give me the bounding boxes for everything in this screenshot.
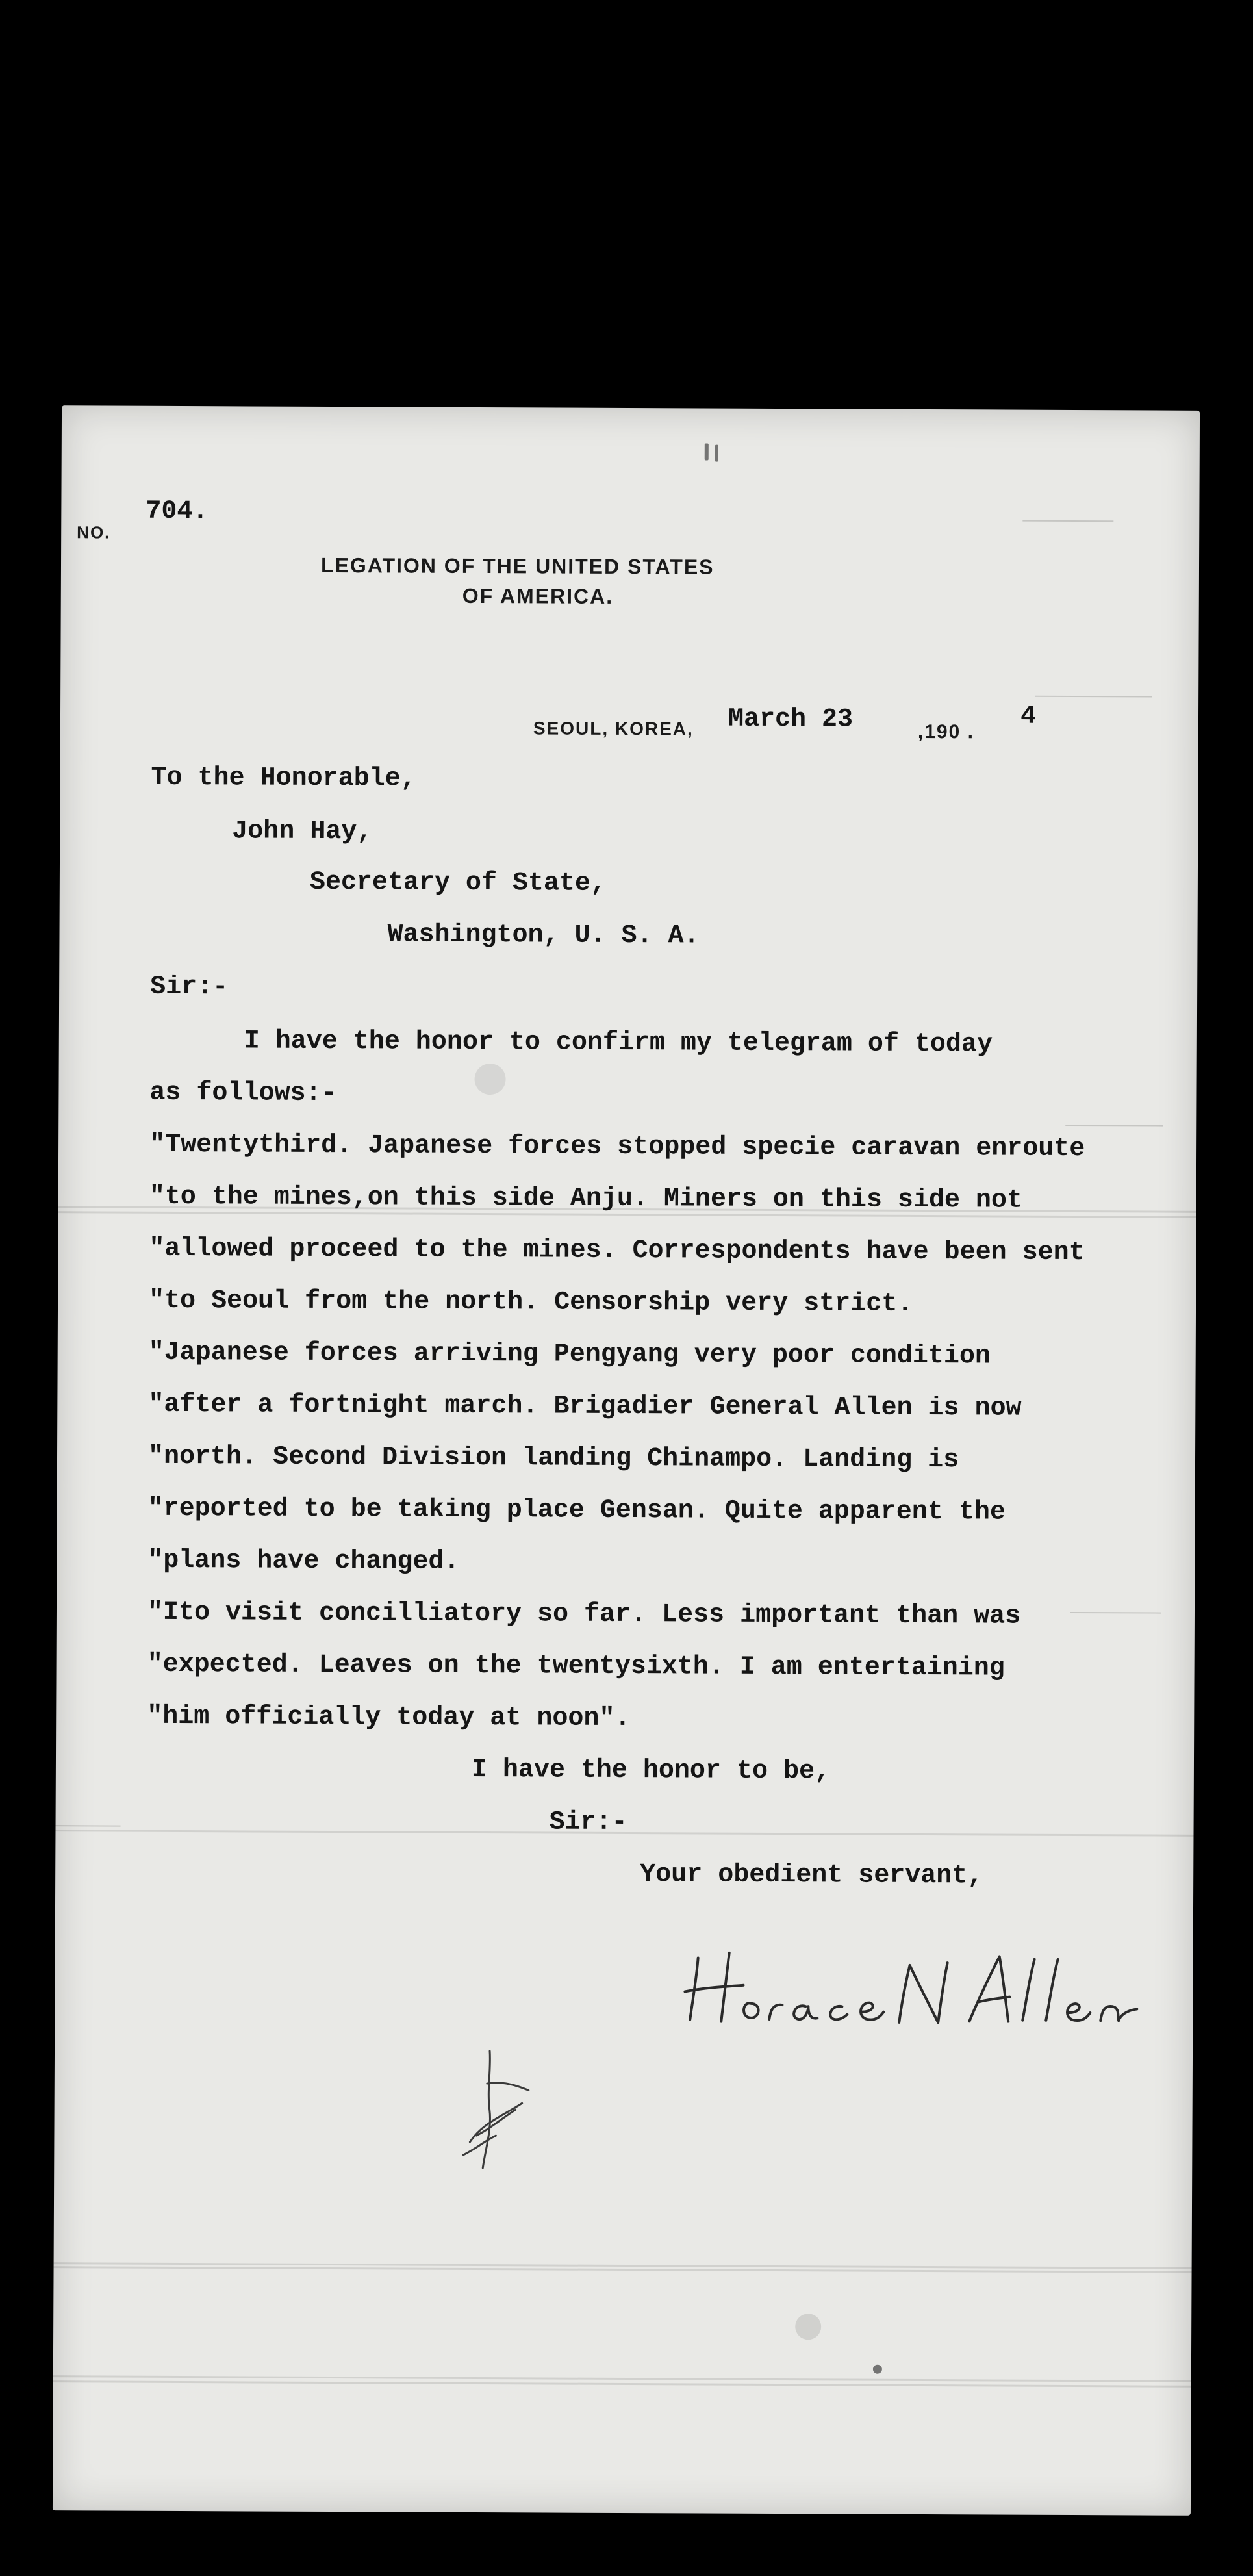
body-line: "Ito visit concilliatory so far. Less important than was — [147, 1598, 1021, 1631]
signature-drawing — [678, 1938, 1146, 2037]
scan-mark — [1035, 696, 1152, 698]
scan-mark — [1065, 1125, 1163, 1127]
letterhead-line-2: OF AMERICA. — [462, 583, 614, 608]
body-line: "to Seoul from the north. Censorship very strict. — [148, 1286, 913, 1319]
letter-date: March 23 — [728, 704, 854, 735]
body-line: "him officially today at noon". — [147, 1702, 631, 1734]
body-line: "Japanese forces arriving Pengyang very poor condition — [148, 1338, 991, 1371]
scan-mark — [53, 1825, 121, 1826]
body-line: "expected. Leaves on the twentysixth. I am entertaining — [147, 1650, 1005, 1683]
year-label: ,190 . — [917, 721, 975, 743]
number-label: NO. — [77, 522, 111, 542]
closing-line-3: Your obedient servant, — [640, 1860, 983, 1891]
closing-line-2: Sir:- — [549, 1807, 627, 1838]
place-label: SEOUL, KOREA, — [533, 718, 694, 739]
document-number: 704. — [146, 496, 209, 527]
body-line: "north. Second Division landing Chinampo. Landing is — [147, 1442, 959, 1475]
closing-line-1: I have the honor to be, — [471, 1755, 831, 1787]
salutation: Sir:- — [150, 972, 229, 1002]
body-line: "to the mines,on this side Anju. Miners on this side not — [149, 1182, 1023, 1216]
scan-mark — [1070, 1612, 1161, 1614]
address-line-3: Secretary of State, — [309, 867, 607, 899]
body-line: "plans have changed. — [147, 1546, 460, 1577]
ink-speck — [873, 2365, 882, 2374]
handwritten-signature — [678, 1938, 1146, 2037]
body-line: as follows:- — [149, 1078, 337, 1109]
letter-sheet — [53, 405, 1200, 2516]
letterhead-line-1: LEGATION OF THE UNITED STATES — [320, 553, 715, 579]
address-line-1: To the Honorable, — [151, 763, 416, 794]
address-line-4: Washington, U. S. A. — [387, 920, 700, 951]
body-line: "Twentythird. Japanese forces stopped specie caravan enroute — [149, 1130, 1085, 1164]
body-line: I have the honor to confirm my telegram of today — [244, 1027, 993, 1060]
scan-line — [53, 2380, 1191, 2388]
margin-mark-drawing — [444, 2045, 548, 2175]
address-line-2: John Hay, — [232, 817, 373, 847]
ink-speck — [715, 445, 718, 462]
body-line: "allowed proceed to the mines. Correspondents have been sent — [149, 1234, 1085, 1268]
year-digit: 4 — [1020, 702, 1037, 732]
scan-mark — [1022, 520, 1113, 522]
paper-spot — [795, 2314, 821, 2340]
ink-speck — [705, 444, 709, 461]
body-line: "after a fortnight march. Brigadier General Allen is now — [148, 1390, 1022, 1423]
body-line: "reported to be taking place Gensan. Quite apparent the — [147, 1494, 1006, 1527]
paper-spot — [474, 1064, 505, 1095]
